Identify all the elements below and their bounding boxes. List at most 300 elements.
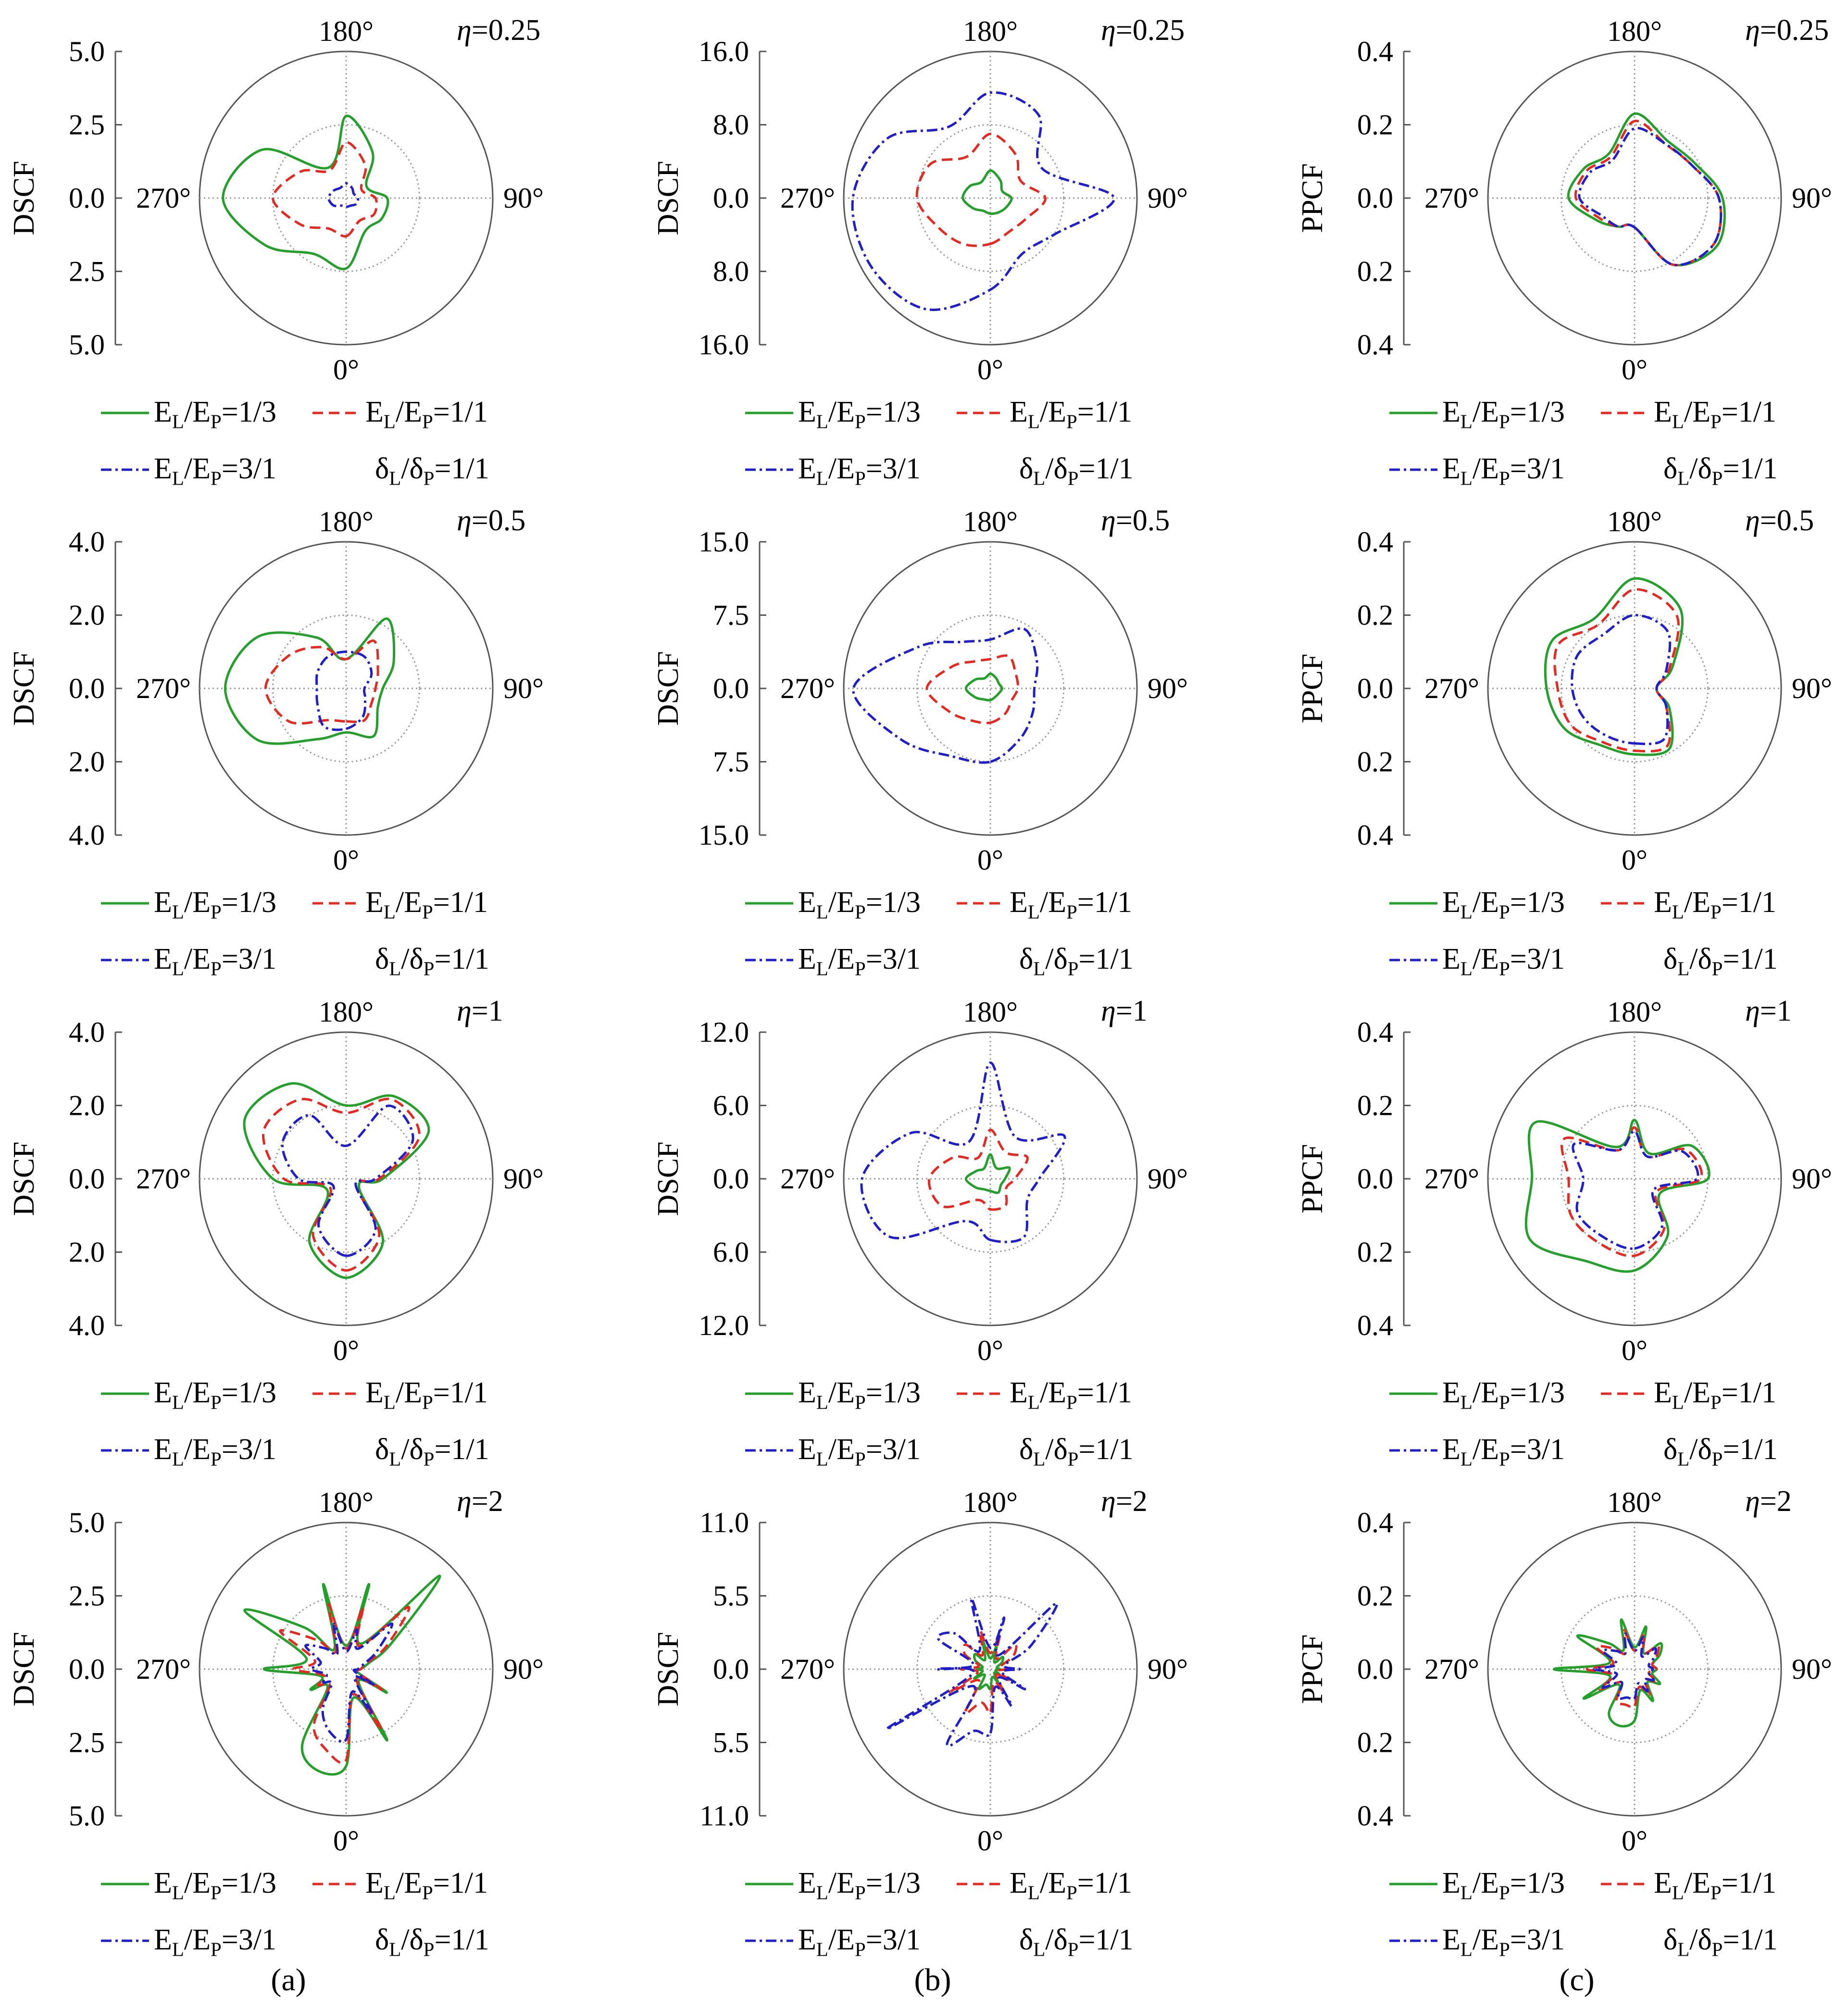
label-part-sub1: L <box>1460 958 1473 980</box>
legend-label <box>798 452 921 489</box>
series-curve-green <box>966 674 1002 700</box>
angle-label-270: 270° <box>1424 1163 1479 1195</box>
angle-label-180: 180° <box>963 15 1018 47</box>
label-part-tail: =1/1 <box>1077 1867 1132 1899</box>
label-part-sub2: P <box>1711 1448 1723 1470</box>
label-part-sub1: L <box>172 467 184 489</box>
label-part-sub1: L <box>383 411 396 433</box>
value-tick-label: 0.2 <box>1357 746 1393 778</box>
label-part-base: E <box>1010 1376 1028 1409</box>
value-tick-label: 0.2 <box>1357 599 1393 631</box>
angle-label-0: 0° <box>333 354 359 386</box>
label-part-tail: =1/1 <box>1078 1433 1134 1466</box>
label-part-base: E <box>154 452 172 485</box>
series-curve-red <box>927 656 1018 723</box>
label-part-tail: =1/1 <box>1723 452 1778 485</box>
label-part-base: E <box>798 396 816 428</box>
value-tick-label: 5.0 <box>69 1800 105 1832</box>
angle-label-180: 180° <box>963 996 1018 1028</box>
label-part-tail: =1/1 <box>1721 1376 1776 1409</box>
label-part-sub2: P <box>423 1448 435 1470</box>
label-part-base: δ <box>1019 1433 1034 1466</box>
label-part-sub1: L <box>389 1938 401 1960</box>
angle-label-270: 270° <box>136 1653 191 1685</box>
legend-label <box>154 886 276 923</box>
value-tick-label: 5.5 <box>713 1580 749 1612</box>
angle-label-270: 270° <box>780 1653 835 1685</box>
value-axis-label: DSCF <box>8 1632 40 1707</box>
legend-label <box>365 886 488 923</box>
label-part-mid: /E <box>828 396 855 428</box>
series-curve-green <box>1545 578 1682 755</box>
legend-label <box>1442 1867 1565 1904</box>
value-tick-label: 0.0 <box>1357 182 1393 214</box>
label-part-mid: /E <box>184 1923 211 1956</box>
label-part-base: E <box>798 1867 816 1899</box>
label-part-tail: =1/1 <box>1723 943 1778 975</box>
series-curve-blue <box>328 184 358 207</box>
angle-label-180: 180° <box>319 15 374 47</box>
label-part-mid: /E <box>184 886 211 919</box>
label-part-base: E <box>1654 396 1672 428</box>
label-part-base: δ <box>1019 452 1034 485</box>
polar-panel <box>652 14 1188 489</box>
label-part-mid: /E <box>1472 396 1499 428</box>
label-part-mid: /E <box>828 452 855 485</box>
label-part-sub1: L <box>172 958 184 980</box>
angle-label-90: 90° <box>503 1163 544 1195</box>
polar-panel <box>652 1485 1188 1960</box>
label-part-base: E <box>1442 943 1461 975</box>
label-part-sub1: L <box>1672 901 1684 923</box>
eta-value: =0.5 <box>1115 504 1170 537</box>
label-part-sub2: P <box>210 1448 222 1470</box>
label-part-base: δ <box>1663 1923 1678 1956</box>
label-part-tail: =1/3 <box>221 396 276 428</box>
eta-value: =0.5 <box>471 504 526 537</box>
legend-note <box>375 1923 489 1960</box>
angle-label-180: 180° <box>1607 1486 1662 1518</box>
polar-panel <box>8 1485 544 1960</box>
label-part-sub2: P <box>1066 411 1077 433</box>
angle-label-180: 180° <box>963 506 1018 537</box>
label-part-base: E <box>1010 396 1028 428</box>
label-part-base: E <box>365 396 384 428</box>
value-tick-label: 0.4 <box>1357 819 1393 851</box>
value-tick-label: 12.0 <box>699 1016 749 1048</box>
legend-label <box>798 396 921 433</box>
value-tick-label: 0.2 <box>1357 1236 1393 1268</box>
value-axis-label: PPCF <box>1296 1634 1329 1704</box>
label-part-tail: =3/1 <box>221 452 276 485</box>
angle-label-270: 270° <box>1424 673 1479 704</box>
series-curve-blue <box>1572 615 1670 744</box>
angle-label-90: 90° <box>503 182 544 214</box>
value-tick-label: 0.0 <box>1357 673 1393 704</box>
label-part-sub1: L <box>1033 1938 1046 1960</box>
label-part-base: E <box>1654 1376 1672 1409</box>
angle-label-180: 180° <box>1607 996 1662 1028</box>
legend-label <box>365 1376 488 1413</box>
label-part-sub2: P <box>1498 1391 1510 1413</box>
label-part-tail: =3/1 <box>221 943 276 975</box>
label-part-base: E <box>1442 452 1461 485</box>
label-part-sub1: L <box>1033 467 1046 489</box>
value-tick-label: 5.0 <box>69 1507 105 1538</box>
label-part-base: E <box>1442 1923 1461 1956</box>
label-part-sub1: L <box>816 901 828 923</box>
label-part-tail: =1/1 <box>1078 943 1134 975</box>
value-tick-label: 0.0 <box>713 673 749 704</box>
value-tick-label: 7.5 <box>713 599 749 631</box>
value-tick-label: 2.0 <box>69 1089 105 1122</box>
eta-symbol: η <box>457 14 472 47</box>
label-part-tail: =1/1 <box>433 1867 488 1899</box>
value-tick-label: 8.0 <box>713 109 749 141</box>
value-axis-label: DSCF <box>652 651 685 726</box>
value-tick-label: 11.0 <box>699 1800 749 1832</box>
label-part-sub2: P <box>1710 1882 1722 1904</box>
label-part-sub2: P <box>210 901 222 923</box>
label-part-tail: =1/3 <box>221 1867 276 1899</box>
label-part-sub1: L <box>389 467 401 489</box>
label-part-sub2: P <box>854 1448 866 1470</box>
label-part-sub1: L <box>172 901 184 923</box>
value-tick-label: 2.0 <box>69 1236 105 1268</box>
label-part-sub1: L <box>816 411 828 433</box>
eta-label <box>457 995 503 1027</box>
label-part-tail: =1/1 <box>434 1923 489 1956</box>
value-axis-label: DSCF <box>8 161 40 236</box>
label-part-mid: /δ <box>1689 452 1712 485</box>
series-curve-green <box>963 171 1011 214</box>
polar-panel <box>1296 504 1832 980</box>
value-tick-label: 0.4 <box>1357 36 1393 67</box>
label-part-tail: =1/1 <box>1723 1433 1778 1466</box>
eta-value: =2 <box>1115 1485 1148 1518</box>
legend-label <box>798 1867 921 1904</box>
label-part-sub1: L <box>1033 1448 1046 1470</box>
angle-label-180: 180° <box>319 506 374 537</box>
label-part-base: δ <box>1663 452 1678 485</box>
eta-symbol: η <box>457 1485 472 1518</box>
series-curve-blue <box>853 628 1037 762</box>
legend-label <box>154 1376 276 1413</box>
label-part-sub2: P <box>210 411 222 433</box>
label-part-mid: /E <box>1684 1867 1711 1899</box>
label-part-mid: /E <box>395 1867 422 1899</box>
label-part-base: E <box>1442 1376 1461 1409</box>
label-part-sub2: P <box>1711 1938 1723 1960</box>
label-part-mid: /E <box>828 1867 855 1899</box>
value-axis-label: DSCF <box>8 651 40 726</box>
series-curve-blue <box>887 1598 1057 1746</box>
eta-label <box>1745 504 1814 537</box>
label-part-sub2: P <box>854 467 866 489</box>
label-part-sub1: L <box>1027 1882 1040 1904</box>
angle-label-0: 0° <box>333 844 359 876</box>
angle-label-270: 270° <box>780 1163 835 1195</box>
label-part-sub2: P <box>1710 901 1722 923</box>
angle-label-270: 270° <box>1424 1653 1479 1685</box>
label-part-sub1: L <box>816 1938 828 1960</box>
eta-symbol: η <box>457 504 472 537</box>
value-tick-label: 0.4 <box>1357 1310 1393 1341</box>
eta-label <box>457 504 525 537</box>
label-part-mid: /δ <box>1045 1923 1068 1956</box>
label-part-sub1: L <box>816 1448 828 1470</box>
value-axis-label: PPCF <box>1296 163 1329 233</box>
label-part-tail: =1/1 <box>1077 1376 1132 1409</box>
polar-panel <box>8 14 544 489</box>
value-axis-label: DSCF <box>652 161 685 236</box>
legend-note <box>375 943 489 980</box>
label-part-base: E <box>1654 886 1672 919</box>
label-part-mid: /E <box>395 1376 422 1409</box>
value-tick-label: 0.0 <box>713 1163 749 1195</box>
label-part-tail: =1/1 <box>434 452 489 485</box>
angle-label-0: 0° <box>1622 844 1648 876</box>
label-part-sub1: L <box>1672 411 1684 433</box>
angle-label-180: 180° <box>1607 15 1662 47</box>
label-part-base: E <box>1442 1433 1461 1466</box>
column-label: (c) <box>1559 1962 1595 1998</box>
column-label: (b) <box>914 1962 951 1998</box>
legend-label <box>1442 1433 1565 1470</box>
label-part-sub1: L <box>816 1882 828 1904</box>
label-part-sub1: L <box>1460 1882 1473 1904</box>
label-part-tail: =1/1 <box>1077 396 1132 428</box>
label-part-sub2: P <box>1498 901 1510 923</box>
label-part-tail: =1/3 <box>865 1376 921 1409</box>
legend-label <box>1442 943 1565 980</box>
eta-value: =2 <box>471 1485 503 1518</box>
label-part-sub1: L <box>1460 901 1473 923</box>
label-part-sub2: P <box>423 1938 435 1960</box>
label-part-base: δ <box>375 1923 389 1956</box>
label-part-tail: =1/1 <box>1721 396 1776 428</box>
label-part-base: E <box>798 943 816 975</box>
series-curve-red <box>917 134 1045 246</box>
label-part-sub2: P <box>422 901 433 923</box>
angle-label-0: 0° <box>1622 1825 1648 1857</box>
label-part-sub1: L <box>172 1391 184 1413</box>
label-part-sub1: L <box>172 1882 184 1904</box>
label-part-tail: =1/3 <box>1510 1376 1565 1409</box>
angle-label-0: 0° <box>977 1825 1003 1857</box>
label-part-tail: =1/1 <box>1721 1867 1776 1899</box>
eta-value: =1 <box>1115 995 1148 1027</box>
value-tick-label: 0.0 <box>1357 1163 1393 1195</box>
legend-label <box>1010 886 1132 923</box>
value-tick-label: 4.0 <box>69 1016 105 1048</box>
eta-label <box>1745 1485 1792 1518</box>
label-part-base: E <box>154 1376 172 1409</box>
legend-label <box>1654 886 1776 923</box>
value-axis-label: DSCF <box>8 1141 40 1216</box>
value-tick-label: 2.0 <box>69 599 105 631</box>
value-tick-label: 4.0 <box>69 1310 105 1341</box>
angle-label-0: 0° <box>333 1335 359 1366</box>
legend-label <box>798 1376 921 1413</box>
label-part-mid: /E <box>184 1376 211 1409</box>
eta-symbol: η <box>457 995 472 1027</box>
legend-label <box>1654 396 1776 433</box>
legend-label <box>365 396 488 433</box>
legend-label <box>798 943 921 980</box>
label-part-tail: =1/1 <box>433 886 488 919</box>
label-part-sub2: P <box>1498 958 1510 980</box>
label-part-mid: /δ <box>1689 1923 1712 1956</box>
label-part-mid: /E <box>184 943 211 975</box>
value-tick-label: 2.5 <box>69 109 105 141</box>
label-part-sub2: P <box>1498 1938 1510 1960</box>
angle-label-90: 90° <box>1148 1653 1188 1685</box>
value-tick-label: 0.0 <box>69 673 105 704</box>
value-tick-label: 2.5 <box>69 255 105 287</box>
label-part-sub1: L <box>1677 958 1690 980</box>
label-part-mid: /E <box>395 396 422 428</box>
legend-note <box>1663 1433 1778 1470</box>
label-part-sub1: L <box>816 467 828 489</box>
label-part-sub1: L <box>1027 901 1040 923</box>
legend-label <box>1654 1867 1776 1904</box>
value-tick-label: 6.0 <box>713 1089 749 1122</box>
label-part-tail: =1/3 <box>1510 396 1565 428</box>
angle-label-180: 180° <box>319 1486 374 1518</box>
label-part-sub1: L <box>1460 411 1473 433</box>
label-part-sub1: L <box>172 1448 184 1470</box>
label-part-mid: /E <box>184 396 211 428</box>
eta-label <box>1101 14 1185 47</box>
label-part-tail: =1/1 <box>434 943 489 975</box>
label-part-base: E <box>1654 1867 1672 1899</box>
eta-symbol: η <box>1745 995 1760 1027</box>
label-part-mid: /E <box>1684 886 1711 919</box>
angle-label-90: 90° <box>1148 182 1188 214</box>
value-tick-label: 0.4 <box>1357 1016 1393 1048</box>
legend-note <box>375 1433 489 1470</box>
value-axis-label: PPCF <box>1296 653 1329 724</box>
label-part-tail: =1/3 <box>865 886 921 919</box>
angle-label-0: 0° <box>333 1825 359 1857</box>
label-part-tail: =1/1 <box>433 396 488 428</box>
legend-note <box>1019 1433 1134 1470</box>
angle-label-270: 270° <box>136 1163 191 1195</box>
legend-label <box>1010 1376 1132 1413</box>
label-part-base: E <box>798 886 816 919</box>
label-part-sub1: L <box>1027 411 1040 433</box>
label-part-sub2: P <box>854 958 866 980</box>
label-part-base: δ <box>1663 943 1678 975</box>
label-part-sub2: P <box>854 1938 866 1960</box>
polar-panel <box>8 995 544 1470</box>
legend-note <box>1019 943 1134 980</box>
label-part-mid: /E <box>1472 1867 1499 1899</box>
eta-symbol: η <box>1101 995 1116 1027</box>
label-part-mid: /E <box>1472 886 1499 919</box>
label-part-mid: /δ <box>1045 943 1068 975</box>
value-tick-label: 8.0 <box>713 255 749 287</box>
label-part-sub1: L <box>383 1391 396 1413</box>
label-part-mid: /E <box>828 1376 855 1409</box>
series-curve-red <box>265 641 378 724</box>
polar-panel <box>652 504 1188 980</box>
label-part-sub2: P <box>1067 467 1079 489</box>
label-part-base: E <box>365 1376 384 1409</box>
angle-label-0: 0° <box>977 354 1003 386</box>
label-part-base: δ <box>375 452 389 485</box>
value-axis-label: PPCF <box>1296 1144 1329 1214</box>
label-part-mid: /δ <box>1689 943 1712 975</box>
polar-panel <box>1296 1485 1832 1960</box>
legend-note <box>1663 452 1778 489</box>
label-part-sub1: L <box>1677 467 1690 489</box>
label-part-sub1: L <box>1033 958 1046 980</box>
label-part-mid: /δ <box>401 1433 424 1466</box>
eta-value: =1 <box>1760 995 1792 1027</box>
label-part-sub2: P <box>1711 958 1723 980</box>
value-tick-label: 0.4 <box>1357 329 1393 361</box>
value-axis-label: DSCF <box>652 1141 685 1216</box>
label-part-mid: /E <box>828 886 855 919</box>
polar-panel <box>652 995 1188 1470</box>
label-part-sub1: L <box>1677 1938 1690 1960</box>
eta-value: =2 <box>1760 1485 1792 1518</box>
eta-label <box>1745 14 1829 47</box>
legend-label <box>1442 1376 1565 1413</box>
label-part-sub1: L <box>172 1938 184 1960</box>
legend-note <box>1019 452 1134 489</box>
series-curve-blue <box>282 1106 413 1256</box>
series-curve-green <box>245 1576 440 1774</box>
label-part-mid: /E <box>184 1433 211 1466</box>
angle-label-270: 270° <box>136 182 191 214</box>
label-part-mid: /δ <box>401 1923 424 1956</box>
eta-symbol: η <box>1745 14 1760 47</box>
polar-panel <box>8 504 544 980</box>
value-tick-label: 5.0 <box>69 36 105 67</box>
angle-label-0: 0° <box>1622 354 1648 386</box>
label-part-tail: =1/1 <box>1078 1923 1134 1956</box>
label-part-mid: /δ <box>401 452 424 485</box>
label-part-sub2: P <box>1710 411 1722 433</box>
angle-label-180: 180° <box>319 996 374 1028</box>
label-part-sub1: L <box>816 958 828 980</box>
label-part-tail: =1/1 <box>1721 886 1776 919</box>
eta-symbol: η <box>1101 504 1116 537</box>
label-part-sub1: L <box>1460 467 1473 489</box>
label-part-sub2: P <box>210 1882 222 1904</box>
label-part-mid: /δ <box>1689 1433 1712 1466</box>
label-part-sub2: P <box>422 1882 433 1904</box>
label-part-sub2: P <box>1498 1448 1510 1470</box>
series-curve-blue <box>316 652 371 730</box>
label-part-tail: =3/1 <box>221 1923 276 1956</box>
label-part-sub2: P <box>854 1882 866 1904</box>
label-part-mid: /δ <box>1045 1433 1068 1466</box>
label-part-sub2: P <box>422 411 433 433</box>
label-part-mid: /E <box>828 1923 855 1956</box>
label-part-mid: /E <box>1039 886 1066 919</box>
legend-label <box>798 1433 921 1470</box>
value-tick-label: 0.0 <box>69 1163 105 1195</box>
value-tick-label: 16.0 <box>699 36 749 67</box>
label-part-sub2: P <box>1066 1391 1077 1413</box>
label-part-sub2: P <box>210 1391 222 1413</box>
label-part-tail: =1/3 <box>865 396 921 428</box>
label-part-tail: =1/3 <box>865 1867 921 1899</box>
